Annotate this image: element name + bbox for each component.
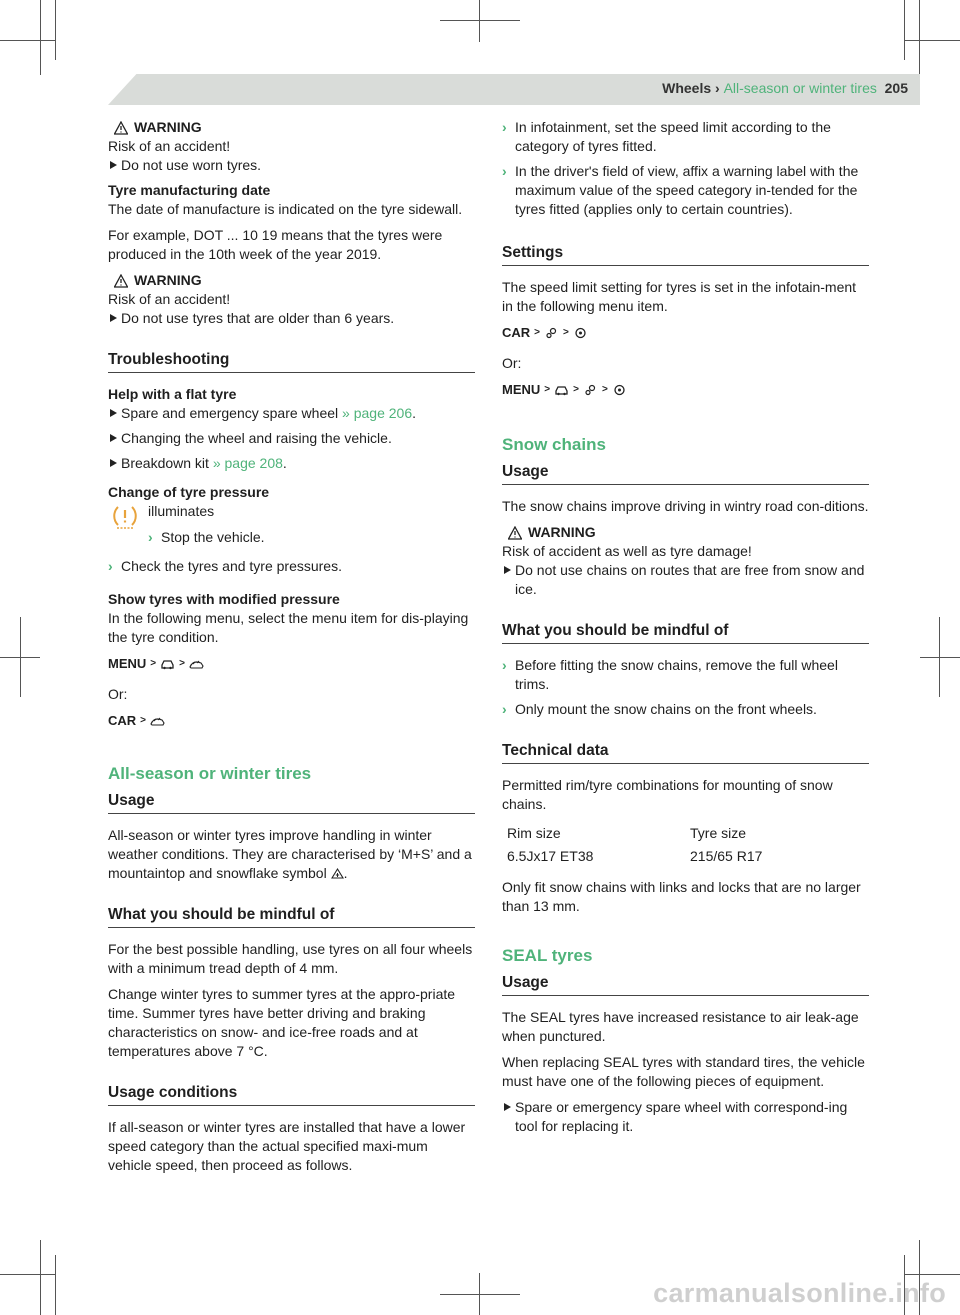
- header-section: Wheels: [662, 80, 712, 96]
- crop-mark: [919, 0, 920, 75]
- crop-mark: [440, 1294, 520, 1295]
- list-item: Changing the wheel and raising the vehicle.: [108, 429, 475, 448]
- car-icon: [554, 384, 569, 396]
- menu-path: CAR > >: [502, 323, 869, 342]
- step-item: › In infotainment, set the speed limit according to the category of tyres fitted.: [502, 119, 831, 154]
- crop-mark: [939, 617, 940, 697]
- tyre-status-icon: [150, 715, 165, 727]
- tyre-icon: [573, 327, 588, 339]
- conditions-text: If all-season or winter tyres are installed that have a lower speed category than the actual specified maxi-mum vehicle speed, then proceed as follows.: [108, 1119, 466, 1173]
- subheading-conditions: Usage conditions: [108, 1083, 475, 1106]
- mindful-text: Change winter tyres to summer tyres at the appro-priate time. Summer tyres have better driving and braking characteristics on snow- and ice-free roads and at temperatures above 7 °C.: [108, 986, 456, 1059]
- crop-mark: [55, 0, 56, 60]
- warning-text: Risk of an accident!: [108, 138, 231, 154]
- show-tyres-title: Show tyres with modified pressure: [108, 591, 340, 607]
- section-heading-seal: SEAL tyres: [502, 946, 593, 965]
- table-cell: 6.5Jx17 ET38: [507, 848, 594, 864]
- crop-mark: [905, 1274, 960, 1275]
- warning-title: WARNING: [134, 272, 202, 288]
- or-text: Or:: [502, 355, 522, 371]
- table-header: Tyre size: [690, 825, 747, 841]
- subheading-mindful: What you should be mindful of: [502, 621, 869, 644]
- crop-mark: [0, 1274, 55, 1275]
- seal-text: The SEAL tyres have increased resistance to air leak-age when punctured.: [502, 1009, 859, 1044]
- manufacturing-text: The date of manufacture is indicated on the tyre sidewall.: [108, 201, 463, 217]
- mindful-text: For the best possible handling, use tyres on all four wheels with a minimum tread depth of 4 mm.: [108, 941, 473, 976]
- show-tyres-text: In the following menu, select the menu item for dis-playing the tyre condition.: [108, 610, 469, 645]
- settings-gears-icon: [583, 384, 598, 396]
- list-item: Spare or emergency spare wheel with correspond-ing tool for replacing it.: [502, 1098, 869, 1136]
- menu-path: MENU > > >: [502, 380, 869, 399]
- warning-item: Do not use tyres that are older than 6 years.: [108, 309, 475, 328]
- crop-mark: [479, 0, 480, 42]
- section-heading-settings: Settings: [502, 243, 869, 266]
- tech-text: Permitted rim/tyre combinations for mounting of snow chains.: [502, 777, 833, 812]
- illuminates-text: illuminates: [148, 503, 215, 519]
- settings-gears-icon: [544, 327, 559, 339]
- car-key: CAR: [502, 325, 531, 340]
- crop-mark: [440, 20, 520, 21]
- tyre-status-icon: [189, 658, 204, 670]
- step-item: › Before fitting the snow chains, remove the full wheel trims.: [502, 657, 838, 692]
- tyre-pressure-warning-icon: [112, 504, 138, 530]
- section-heading-allseason: All-season or winter tires: [108, 764, 312, 783]
- manufacturing-title: Tyre manufacturing date: [108, 182, 271, 198]
- subheading-usage: Usage: [108, 791, 475, 814]
- header-subsection: All-season or winter tires: [723, 80, 877, 96]
- section-heading-troubleshooting: Troubleshooting: [108, 350, 475, 373]
- or-text: Or:: [108, 686, 128, 702]
- usage-text: All-season or winter tyres improve handling in winter weather conditions. They are characterised by ‘M+S’ and a mountaintop and snowflake symbol .: [108, 827, 472, 881]
- right-column: [502, 118, 869, 1142]
- crop-mark: [55, 1255, 56, 1315]
- step-item: › Only mount the snow chains on the front wheels.: [502, 701, 817, 717]
- car-key: CAR: [108, 713, 137, 728]
- page-link[interactable]: » page 208: [212, 455, 283, 471]
- crop-mark: [904, 0, 905, 60]
- list-item: Breakdown kit » page 208.: [108, 454, 475, 473]
- subheading-usage: Usage: [502, 462, 869, 485]
- crop-mark: [905, 40, 960, 41]
- usage-text: The snow chains improve driving in wintry road con-ditions.: [502, 498, 869, 514]
- crop-mark: [20, 617, 21, 697]
- crop-mark: [920, 657, 960, 658]
- header-separator: ›: [715, 80, 720, 96]
- seal-text: When replacing SEAL tyres with standard tires, the vehicle must have one of the following pieces of equipment.: [502, 1054, 865, 1089]
- watermark: carmanualsonline.info: [653, 1278, 946, 1308]
- tech-note: Only fit snow chains with links and locks that are no larger than 13 mm.: [502, 879, 861, 914]
- warning-title: WARNING: [134, 119, 202, 135]
- warning-box: [108, 118, 475, 137]
- list-item: Spare and emergency spare wheel » page 206.: [108, 404, 475, 423]
- left-column: [108, 118, 475, 1182]
- tyre-icon: [612, 384, 627, 396]
- page-number: 205: [884, 80, 908, 96]
- step-item: › Stop the vehicle.: [148, 529, 265, 545]
- warning-triangle-icon: [114, 121, 128, 135]
- menu-key: MENU: [108, 656, 147, 671]
- menu-key: MENU: [502, 382, 541, 397]
- warning-text: Risk of an accident!: [108, 291, 231, 307]
- crop-mark: [40, 0, 41, 75]
- subheading-mindful: What you should be mindful of: [108, 905, 475, 928]
- mountain-snowflake-icon: [331, 867, 344, 879]
- subheading-technical-data: Technical data: [502, 741, 869, 764]
- section-heading-snow-chains: Snow chains: [502, 435, 606, 454]
- settings-text: The speed limit setting for tyres is set in the infotain-ment in the following menu item.: [502, 279, 857, 314]
- warning-box: [502, 523, 869, 542]
- spec-table: [507, 824, 869, 866]
- subheading-usage: Usage: [502, 973, 869, 996]
- page-link[interactable]: » page 206: [342, 405, 413, 421]
- flat-tyre-title: Help with a flat tyre: [108, 386, 237, 402]
- step-item: › Check the tyres and tyre pressures.: [108, 558, 342, 574]
- car-icon: [160, 658, 175, 670]
- warning-box: [108, 271, 475, 290]
- warning-item: Do not use chains on routes that are free from snow and ice.: [502, 561, 869, 599]
- warning-title: WARNING: [528, 524, 596, 540]
- table-header: Rim size: [507, 825, 561, 841]
- menu-path: CAR >: [108, 711, 475, 730]
- warning-triangle-icon: [508, 526, 522, 540]
- warning-triangle-icon: [114, 274, 128, 288]
- manufacturing-example: For example, DOT ... 10 19 means that the tyres were produced in the 10th week of the year 2019.: [108, 227, 443, 262]
- pressure-title: Change of tyre pressure: [108, 484, 270, 500]
- running-header: [662, 80, 908, 96]
- crop-mark: [40, 1240, 41, 1315]
- tpms-row: [108, 502, 475, 553]
- menu-path: MENU > >: [108, 654, 475, 673]
- warning-text: Risk of accident as well as tyre damage!: [502, 543, 752, 559]
- crop-mark: [0, 40, 55, 41]
- step-item: › In the driver's field of view, affix a warning label with the maximum value of the speed category in-tended for the tyres fitted (applies only to certain countries).: [502, 163, 859, 217]
- warning-item: Do not use worn tyres.: [108, 156, 475, 175]
- table-cell: 215/65 R17: [690, 848, 763, 864]
